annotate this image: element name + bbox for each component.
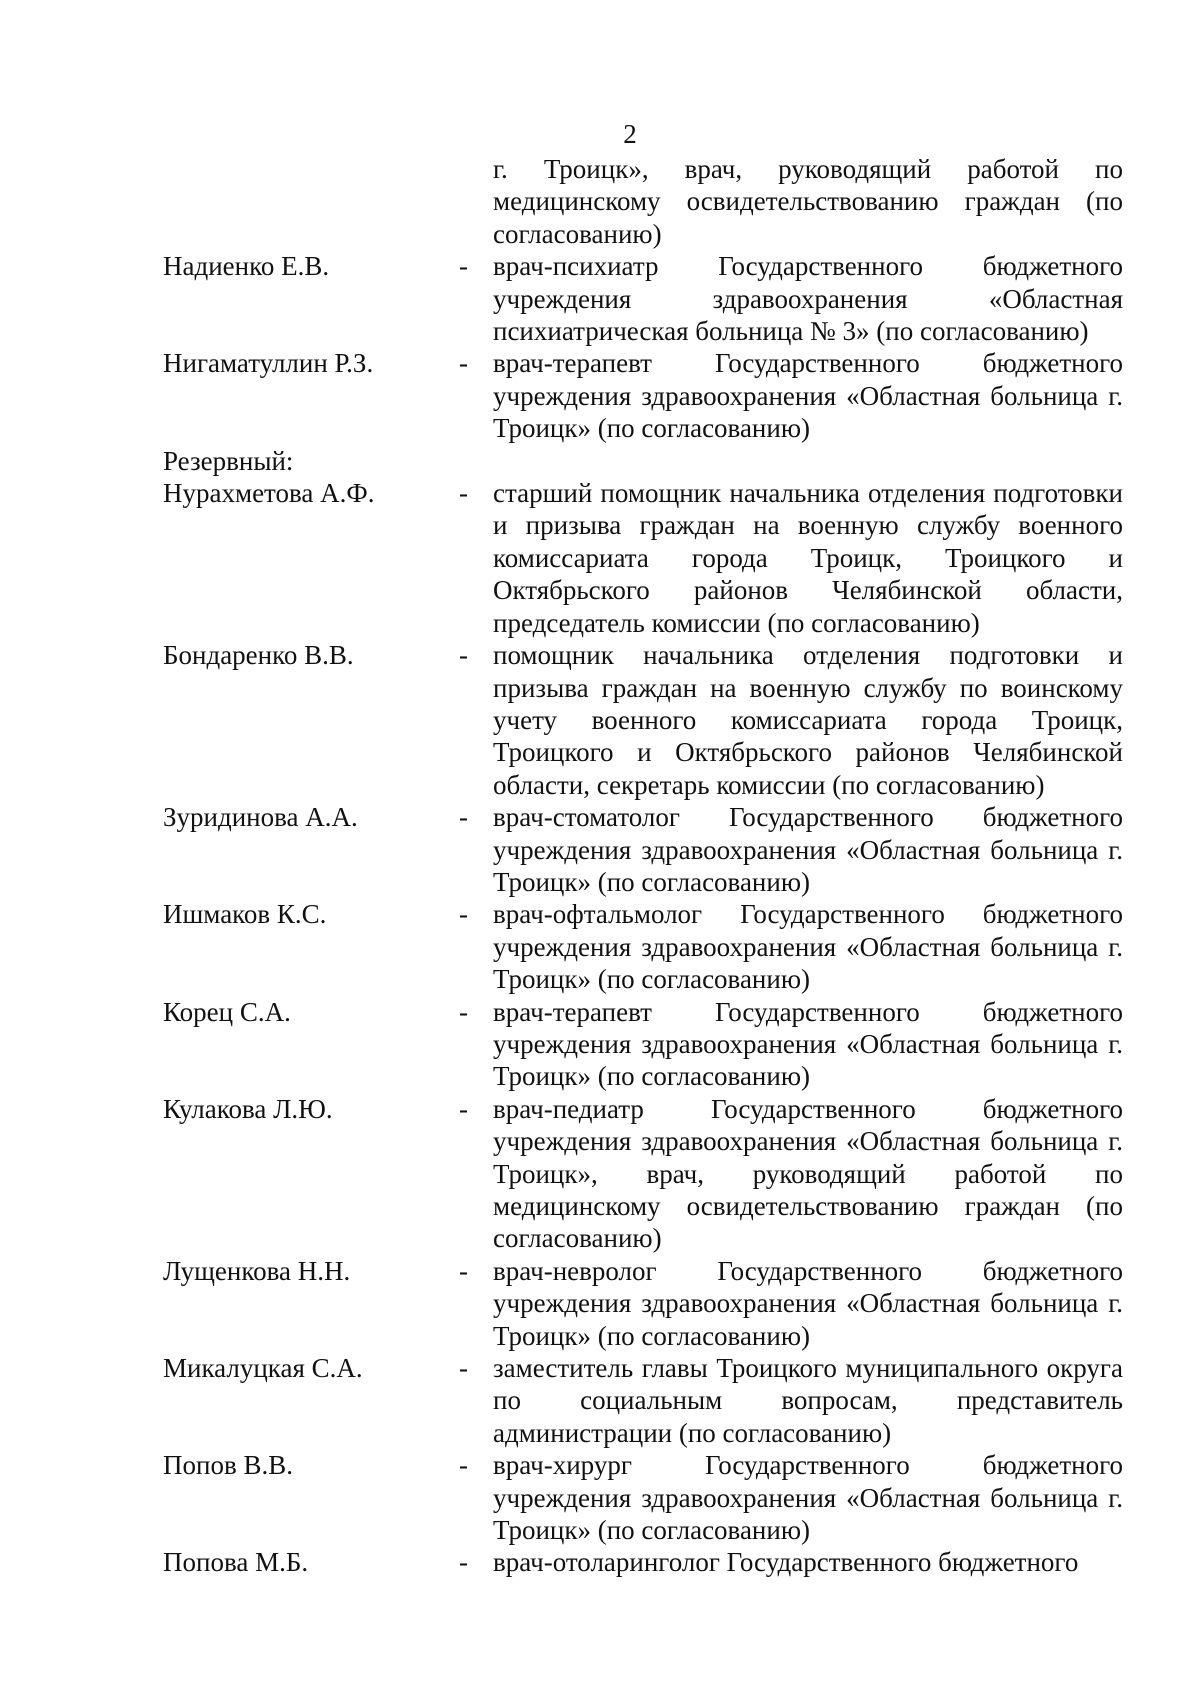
reserve-entry: [163, 477, 1123, 639]
member-description: врач-психиатр Государственного бюджетного учреждения здравоохранения «Областная психиатрическая больница № 3» (по согласованию): [493, 251, 1123, 347]
reserve-description: врач-хирург Государственного бюджетного учреждения здравоохранения «Областная больница г. Троицк» (по согласованию): [493, 1450, 1123, 1546]
continuation-entry: [163, 153, 1123, 250]
entry-dash: -: [459, 1547, 468, 1578]
entry-dash: -: [459, 1353, 468, 1384]
reserve-description: врач-терапевт Государственного бюджетного учреждения здравоохранения «Областная больница г. Троицк» (по согласованию): [493, 996, 1123, 1092]
page-number: 2: [623, 119, 637, 149]
reserve-description: врач-невролог Государственного бюджетного учреждения здравоохранения «Областная больница г. Троицк» (по согласованию): [493, 1255, 1123, 1351]
entry-dash: -: [459, 640, 468, 671]
member-entry: [163, 347, 1123, 444]
entry-dash: -: [459, 802, 468, 833]
reserve-name: Зуридинова А.А.: [163, 802, 358, 833]
reserve-entry: [163, 898, 1123, 995]
member-name: Нигаматуллин Р.З.: [163, 348, 374, 379]
commission-list: [163, 153, 1123, 1579]
entry-dash: -: [459, 1093, 468, 1124]
entry-dash: -: [459, 1255, 468, 1286]
reserve-description: врач-педиатр Государственного бюджетного учреждения здравоохранения «Областная больница г. Троицк», врач, руководящий работой по медицинскому освидетельствованию граждан (по согласованию): [493, 1093, 1123, 1254]
reserve-name: Лущенкова Н.Н.: [163, 1255, 351, 1286]
reserve-name: Микалуцкая С.А.: [163, 1353, 363, 1384]
reserve-name: Нурахметова А.Ф.: [163, 478, 375, 509]
entry-dash: -: [459, 899, 468, 930]
reserve-entry: [163, 1449, 1123, 1546]
reserve-description: врач-стоматолог Государственного бюджетного учреждения здравоохранения «Областная больница г. Троицк» (по согласованию): [493, 802, 1123, 897]
reserve-entry: [163, 1093, 1123, 1255]
reserve-name: Бондаренко В.В.: [163, 640, 354, 671]
reserve-name: Попов В.В.: [163, 1450, 293, 1481]
reserve-entry: [163, 996, 1123, 1093]
member-entry: [163, 250, 1123, 347]
entry-dash: -: [459, 1450, 468, 1481]
reserve-entry: [163, 1255, 1123, 1352]
entry-dash: -: [459, 251, 468, 282]
entry-name: [163, 153, 459, 250]
member-name: Надиенко Е.В.: [163, 251, 330, 282]
reserve-entry: [163, 639, 1123, 801]
reserve-heading: Резервный:: [163, 445, 294, 476]
reserve-name: Корец С.А.: [163, 996, 291, 1027]
reserve-description: врач-офтальмолог Государственного бюджетного учреждения здравоохранения «Областная больница г. Троицк» (по согласованию): [493, 899, 1123, 995]
reserve-name: Ишмаков К.С.: [163, 899, 327, 930]
entry-dash: -: [459, 996, 468, 1027]
entry-description: г. Троицк», врач, руководящий работой по медицинскому освидетельствованию граждан (по согласованию): [493, 154, 1123, 249]
reserve-description: врач-отоларинголог Государственного бюджетного: [493, 1547, 1079, 1578]
entry-dash: -: [459, 348, 468, 379]
reserve-entry: [163, 1352, 1123, 1449]
member-description: врач-терапевт Государственного бюджетного учреждения здравоохранения «Областная больница г. Троицк» (по согласованию): [493, 348, 1123, 444]
reserve-entry: [163, 1546, 1123, 1578]
entry-dash: [459, 153, 493, 250]
reserve-entry: [163, 801, 1123, 898]
reserve-description: заместитель главы Троицкого муниципального округа по социальным вопросам, представитель администрации (по согласованию): [493, 1353, 1123, 1448]
reserve-name: Кулакова Л.Ю.: [163, 1093, 333, 1124]
reserve-description: помощник начальника отделения подготовки и призыва граждан на военную службу по воинскому учету военного комиссариата города Троицк, Троицкого и Октябрьского районов Челябинской области, секретарь комиссии (по согласованию): [493, 640, 1123, 800]
reserve-name: Попова М.Б.: [163, 1547, 309, 1578]
entry-dash: -: [459, 478, 468, 509]
reserve-description: старший помощник начальника отделения подготовки и призыва граждан на военную службу военного комиссариата города Троицк, Троицкого и Октябрьского районов Челябинской области, председатель комиссии (по согласованию): [493, 478, 1123, 638]
